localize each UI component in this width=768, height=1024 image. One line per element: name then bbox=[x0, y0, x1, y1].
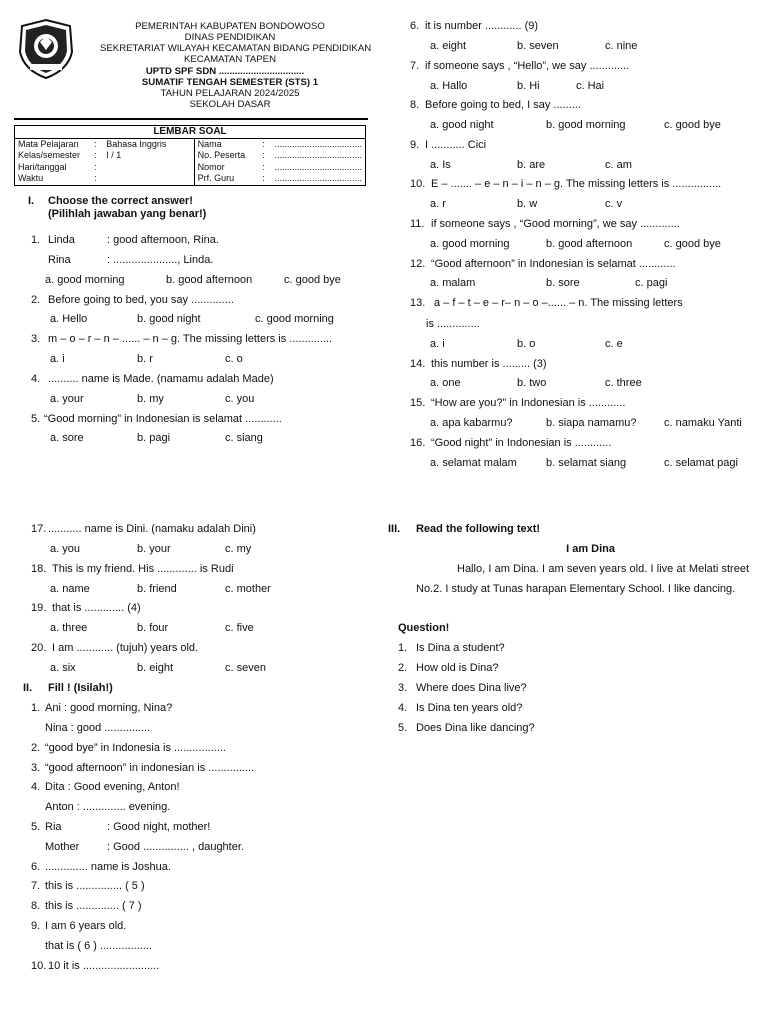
number-field: ................................... bbox=[271, 162, 365, 174]
question-number: 13. bbox=[410, 297, 426, 309]
option-b: b. siapa namamu? bbox=[546, 417, 637, 429]
fill-text: Mother bbox=[45, 841, 80, 853]
q1-line: : good afternoon, Rina. bbox=[107, 234, 219, 246]
question-text: a – f – t – e – r– n – o –...... – n. The missing letters bbox=[434, 297, 683, 309]
option-a: a. sore bbox=[50, 432, 84, 444]
participant-number-field: ................................... bbox=[271, 150, 365, 162]
fill-text: Ria bbox=[45, 821, 62, 833]
fill-text: I am 6 years old. bbox=[45, 920, 127, 932]
info-label: Kelas/semester bbox=[15, 150, 92, 162]
option-b: b. my bbox=[137, 393, 164, 405]
time-value bbox=[103, 173, 194, 185]
question-text: I am ............ (tujuh) years old. bbox=[52, 642, 199, 654]
class-value: I / 1 bbox=[103, 150, 194, 162]
question-text: that is ............. (4) bbox=[52, 602, 141, 614]
question-text: if someone says , “Good morning”, we say ............. bbox=[431, 218, 680, 230]
header-line-3: SEKRETARIAT WILAYAH KECAMATAN BIDANG PENDIDIKAN bbox=[100, 43, 372, 54]
info-label: Waktu bbox=[15, 173, 92, 185]
reading-question-number: 3. bbox=[398, 682, 408, 694]
fill-number: 9. bbox=[31, 920, 41, 932]
reading-question: Where does Dina live? bbox=[416, 682, 527, 694]
question-text: this number is ......... (3) bbox=[431, 358, 547, 370]
question-number: 14. bbox=[410, 358, 426, 370]
fill-text: 10 it is ......................... bbox=[48, 960, 160, 972]
header-line-1: PEMERINTAH KABUPATEN BONDOWOSO bbox=[135, 21, 325, 32]
fill-number: 6. bbox=[31, 861, 41, 873]
q1-speaker: Linda bbox=[48, 234, 75, 246]
option-b: b. sore bbox=[546, 277, 580, 289]
question-number: 17. bbox=[31, 523, 47, 535]
question-text: “Good morning” in Indonesian is selamat ............ bbox=[44, 413, 282, 425]
fill-text: “good bye” in Indonesia is ................. bbox=[45, 742, 226, 754]
option-b: b. good morning bbox=[546, 119, 626, 131]
exam-title: SUMATIF TENGAH SEMESTER (STS) 1 bbox=[141, 77, 319, 88]
question-text: E – ....... – e – n – i – n – g. The missing letters is ................ bbox=[431, 178, 722, 190]
option-c: c. am bbox=[605, 159, 632, 171]
fill-number: 2. bbox=[31, 742, 41, 754]
option-c: c. good morning bbox=[255, 313, 334, 325]
option-c: c. mother bbox=[225, 583, 271, 595]
section-3-number: III. bbox=[388, 523, 401, 535]
name-field: ................................... bbox=[271, 138, 365, 150]
option-b: b. r bbox=[137, 353, 153, 365]
question-number: 4. bbox=[31, 373, 41, 385]
option-b: b. seven bbox=[517, 40, 559, 52]
fill-text: Ani : good morning, Nina? bbox=[45, 702, 173, 714]
option-c: c. selamat pagi bbox=[664, 457, 738, 469]
date-value bbox=[103, 162, 194, 174]
reading-question: Is Dina a student? bbox=[416, 642, 505, 654]
school-name-line: UPTD SPF SDN ................................ bbox=[145, 66, 305, 77]
section-2-number: II. bbox=[23, 682, 33, 694]
question-text: “Good night” in Indonesian is ............ bbox=[431, 437, 612, 449]
reading-heading bbox=[416, 543, 749, 556]
option-c: c. good bye bbox=[664, 238, 721, 250]
info-sep: : bbox=[91, 173, 103, 185]
option-c: c. e bbox=[605, 338, 623, 350]
option-b: b. two bbox=[517, 377, 547, 389]
option-b: b. four bbox=[137, 622, 169, 634]
info-label: Nama bbox=[197, 138, 222, 149]
question-number: 3. bbox=[31, 333, 41, 345]
question-text: ........... name is Dini. (namaku adalah Dini) bbox=[48, 523, 256, 535]
option-c: c. pagi bbox=[635, 277, 668, 289]
option-a: a. apa kabarmu? bbox=[430, 417, 513, 429]
option-a: a. six bbox=[50, 662, 76, 674]
question-text: I ........... Cici bbox=[425, 139, 487, 151]
q1-speaker: Rina bbox=[48, 254, 71, 266]
question-text: it is number ............ (9) bbox=[425, 20, 539, 32]
fill-number: 4. bbox=[31, 781, 41, 793]
question-number: 10. bbox=[410, 178, 426, 190]
reading-question: Is Dina ten years old? bbox=[416, 702, 523, 714]
q1-line: : ....................., Linda. bbox=[107, 254, 214, 266]
option-c: c. o bbox=[225, 353, 243, 365]
info-sep: : bbox=[94, 150, 97, 160]
info-sep: : bbox=[262, 161, 265, 172]
option-a: a. Is bbox=[430, 159, 451, 171]
question-number: 9. bbox=[410, 139, 420, 151]
section-1-number: I. bbox=[28, 195, 35, 207]
option-a: a. good morning bbox=[430, 238, 510, 250]
option-b: b. eight bbox=[137, 662, 174, 674]
option-c: c. my bbox=[225, 543, 252, 555]
question-text-continued: is .............. bbox=[426, 318, 480, 330]
option-a: a. selamat malam bbox=[430, 457, 517, 469]
option-c: c. siang bbox=[225, 432, 263, 444]
option-c: c. Hai bbox=[576, 80, 605, 92]
option-b: b. good night bbox=[137, 313, 201, 325]
question-text: This is my friend. His ............. is Rudi bbox=[52, 563, 234, 575]
info-label: Hari/tanggal bbox=[15, 162, 92, 174]
reading-question-number: 4. bbox=[398, 702, 408, 714]
header-line-4: KECAMATAN TAPEN bbox=[183, 54, 277, 65]
question-number: 19. bbox=[31, 602, 47, 614]
option-b: b. selamat siang bbox=[546, 457, 627, 469]
option-b: b. your bbox=[137, 543, 171, 555]
fill-text: “good afternoon” in indonesian is ............... bbox=[45, 762, 255, 774]
question-number: 7. bbox=[410, 60, 420, 72]
option-c: c. five bbox=[225, 622, 254, 634]
header-divider bbox=[14, 118, 368, 120]
fill-text: .............. name is Joshua. bbox=[45, 861, 171, 873]
option-c: c. you bbox=[225, 393, 255, 405]
question-label: Question! bbox=[398, 622, 450, 634]
header-line-2: DINAS PENDIDIKAN bbox=[184, 32, 276, 43]
section-2-title: Fill ! (Isilah!) bbox=[48, 682, 113, 694]
option-c: c. v bbox=[605, 198, 623, 210]
option-c: c. three bbox=[605, 377, 642, 389]
option-a: a. one bbox=[430, 377, 461, 389]
fill-number: 3. bbox=[31, 762, 41, 774]
info-sep: : bbox=[262, 150, 265, 160]
option-b: b. Hi bbox=[517, 80, 540, 92]
option-b: b. good afternoon bbox=[546, 238, 633, 250]
question-number: 18. bbox=[31, 563, 47, 575]
option-a: a. your bbox=[50, 393, 84, 405]
question-text: “Good afternoon” in Indonesian is selamat ............ bbox=[431, 258, 676, 270]
fill-text: Dita : Good evening, Anton! bbox=[45, 781, 180, 793]
question-text: .......... name is Made. (namamu adalah Made) bbox=[48, 373, 274, 385]
question-text: if someone says , “Hello”, we say ............. bbox=[425, 60, 630, 72]
reading-question-number: 1. bbox=[398, 642, 408, 654]
reading-question: How old is Dina? bbox=[416, 662, 499, 674]
question-number: 20. bbox=[31, 642, 47, 654]
question-number: 1. bbox=[31, 234, 41, 246]
section-1-subtitle: (Pilihlah jawaban yang benar!) bbox=[48, 208, 207, 220]
option-a: a. r bbox=[430, 198, 446, 210]
fill-text: Nina : good ............... bbox=[45, 722, 151, 734]
option-a: a. i bbox=[50, 353, 65, 365]
option-b: b. friend bbox=[137, 583, 177, 595]
question-number: 11. bbox=[410, 218, 425, 230]
info-sep: : bbox=[94, 161, 97, 172]
fill-text: : Good night, mother! bbox=[107, 821, 211, 833]
question-number: 15. bbox=[410, 397, 426, 409]
fill-number: 10. bbox=[31, 960, 47, 972]
question-number: 6. bbox=[410, 20, 420, 32]
question-text: Before going to bed, I say ......... bbox=[425, 99, 581, 111]
option-a: a. malam bbox=[430, 277, 476, 289]
option-a: a. you bbox=[50, 543, 80, 555]
fill-number: 5. bbox=[31, 821, 41, 833]
fill-text: Anton : .............. evening. bbox=[45, 801, 171, 813]
option-b: b. pagi bbox=[137, 432, 171, 444]
option-c: c. nine bbox=[605, 40, 638, 52]
option-a: a. Hallo bbox=[430, 80, 468, 92]
section-3-title: Read the following text! bbox=[416, 523, 541, 535]
option-b: b. good afternoon bbox=[166, 274, 253, 286]
fill-text: that is ( 6 ) ................. bbox=[45, 940, 152, 952]
option-a: a. Hello bbox=[50, 313, 88, 325]
teacher-field: ................................... bbox=[271, 173, 365, 185]
subject-value: Bahasa Inggris bbox=[103, 138, 194, 150]
question-number: 12. bbox=[410, 258, 426, 270]
option-c: c. good bye bbox=[664, 119, 721, 131]
info-label: Mata Pelajaran bbox=[15, 138, 92, 150]
reading-question-number: 5. bbox=[398, 722, 408, 734]
fill-number: 7. bbox=[31, 880, 41, 892]
reading-paragraph: Hallo, I am Dina. I am seven years old. I live at Melati street No.2. I study at Tunas harapan Elementary School. I like dancing. bbox=[416, 563, 749, 595]
question-number: 8. bbox=[410, 99, 420, 111]
option-a: a. i bbox=[430, 338, 445, 350]
info-label: No. Peserta bbox=[197, 150, 246, 160]
fill-number: 8. bbox=[31, 900, 41, 912]
school-year: TAHUN PELAJARAN 2024/2025 bbox=[160, 88, 300, 99]
option-a: a. eight bbox=[430, 40, 467, 52]
question-number: 5. bbox=[31, 413, 41, 425]
question-text: “How are you?” in Indonesian is ............ bbox=[431, 397, 626, 409]
sheet-title: LEMBAR SOAL bbox=[15, 126, 366, 139]
info-sep: : bbox=[259, 173, 271, 185]
option-b: b. w bbox=[517, 198, 538, 210]
regency-emblem-icon bbox=[18, 18, 74, 80]
info-label: Prf. Guru bbox=[194, 173, 259, 185]
option-a: a. good morning bbox=[45, 274, 125, 286]
section-1-title: Choose the correct answer! bbox=[48, 195, 193, 207]
option-a: a. name bbox=[50, 583, 90, 595]
option-a: a. three bbox=[50, 622, 88, 634]
reading-question-number: 2. bbox=[398, 662, 408, 674]
fill-text: : Good ............... , daughter. bbox=[107, 841, 244, 853]
question-number: 16. bbox=[410, 437, 426, 449]
option-b: b. are bbox=[517, 159, 546, 171]
school-level: SEKOLAH DASAR bbox=[189, 99, 271, 110]
option-c: c. seven bbox=[225, 662, 266, 674]
option-c: c. namaku Yanti bbox=[664, 417, 742, 429]
info-sep: : bbox=[94, 138, 97, 149]
fill-number: 1. bbox=[31, 702, 41, 714]
reading-question: Does Dina like dancing? bbox=[416, 722, 535, 734]
reading-heading-text: I am Dina bbox=[566, 543, 615, 555]
fill-text: this is .............. ( 7 ) bbox=[45, 900, 142, 912]
question-text: m – o – r – n – ...... – n – g. The missing letters is .............. bbox=[48, 333, 333, 345]
question-text: Before going to bed, you say .............. bbox=[48, 294, 234, 306]
question-number: 2. bbox=[31, 294, 41, 306]
option-b: b. o bbox=[517, 338, 536, 350]
info-sep: : bbox=[262, 138, 265, 149]
option-a: a. good night bbox=[430, 119, 494, 131]
info-label: Nomor bbox=[197, 161, 225, 172]
fill-text: this is ............... ( 5 ) bbox=[45, 880, 145, 892]
info-table bbox=[14, 125, 366, 186]
option-c: c. good bye bbox=[284, 274, 341, 286]
